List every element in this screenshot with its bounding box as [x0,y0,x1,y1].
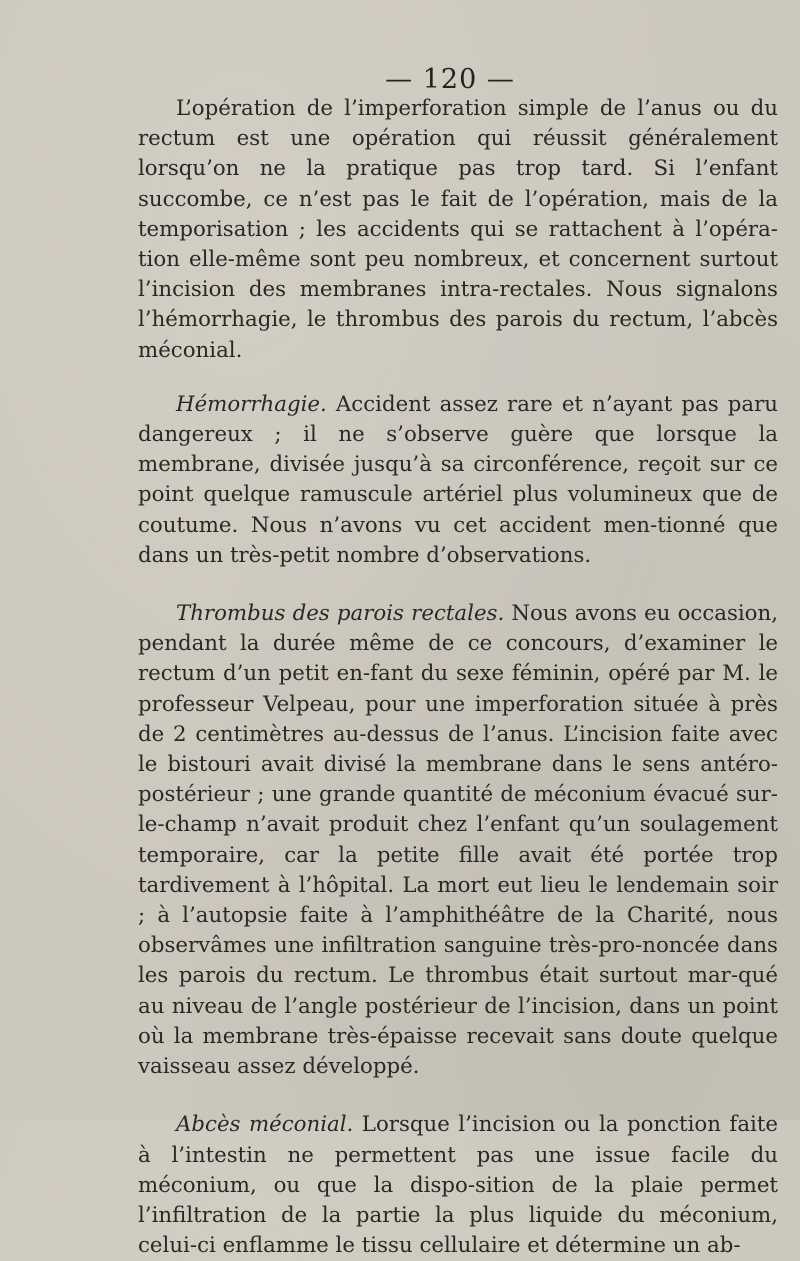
page-number [0,64,800,95]
paragraph-abces [138,1110,778,1261]
page-number-text: — 120 — [385,64,515,95]
paragraph-text: Lorsque l’incision ou la ponction faite à l’intestin ne permettent pas une issue facile du méconium, ou que la dispo-sition de la plaie permet l’infiltration de la partie la plus liquide du méconium, celui-ci enflamme le tissu cellulaire et détermine un ab- [138,1112,778,1259]
paragraph-intro [138,94,778,366]
paragraph-hemorrhagie [138,390,778,571]
paragraph-thrombus [138,599,778,1082]
body-text [138,94,778,1261]
paragraph-text: Nous avons eu occasion, pendant la durée même de ce concours, d’examiner le rectum d’un petit en-fant du sexe féminin, opéré par M. le professeur Velpeau, pour une imperforation située à près de 2 centimètres au-dessus de l’anus. L’incision faite avec le bistouri avait divisé la membrane dans le sens antéro-postérieur ; une grande quantité de méconium évacué sur-le-champ n’avait produit chez l’enfant qu’un soulagement temporaire, car la petite fille avait été portée trop tardivement à l’hôpital. La mort eut lieu le lendemain soir ; à l’autopsie faite à l’amphithéâtre de la Charité, nous observâmes une infiltration sanguine très-pro-noncée dans les parois du rectum. Le thrombus était surtout mar-qué au niveau de l’angle postérieur de l’incision, dans un point où la membrane très-épaisse recevait sans doute quelque vaisseau assez développé. [138,601,778,1080]
paragraph-text: L’opération de l’imperforation simple de l’anus ou du rectum est une opération qui réussit généralement lorsqu’on ne la pratique pas trop tard. Si l’enfant succombe, ce n’est pas le fait de l’opération, mais de la temporisation ; les accidents qui se rattachent à l’opéra-tion elle-même sont peu nombreux, et concernent surtout l’incision des membranes intra-rectales. Nous signalons l’hémorrhagie, le thrombus des parois du rectum, l’abcès méconial. [138,96,778,363]
paragraph-heading: Thrombus des parois rectales. [176,601,505,627]
paragraph-heading: Hémorrhagie. [176,391,327,417]
paragraph-text: Accident assez rare et n’ayant pas paru dangereux ; il ne s’observe guère que lorsque la membrane, divisée jusqu’à sa circonférence, reçoit sur ce point quelque ramuscule artériel plus volumineux que de coutume. Nous n’avons vu cet accident men-tionné que dans un très-petit nombre d’observations. [138,391,778,568]
paragraph-heading: Abcès méconial. [176,1112,354,1138]
